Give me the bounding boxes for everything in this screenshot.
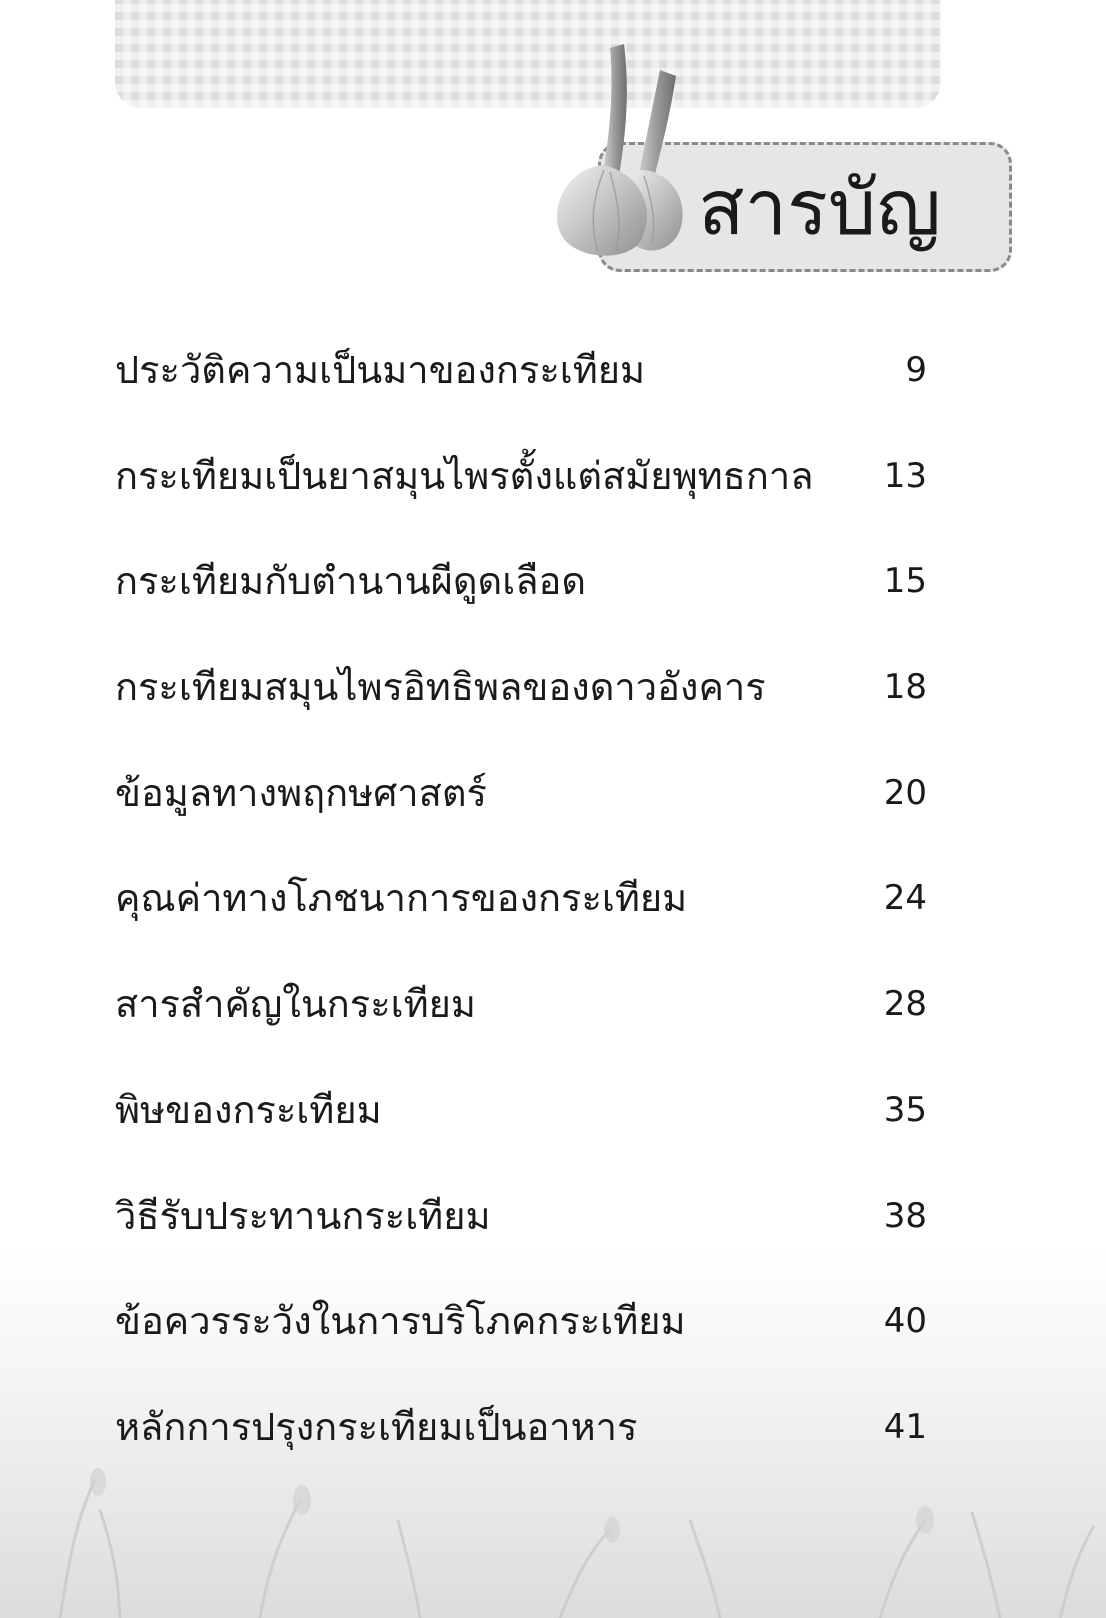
- toc-entry[interactable]: [115, 866, 927, 972]
- toc-entry-page: 24: [883, 878, 927, 919]
- toc-entry[interactable]: [115, 549, 927, 655]
- toc-entry-title: พิษของกระเทียม: [115, 1087, 382, 1132]
- toc-entry-page: 38: [883, 1195, 927, 1236]
- toc-entry-title: ประวัติความเป็นมาของกระเทียม: [115, 348, 646, 392]
- toc-entry-page: 35: [883, 1089, 927, 1130]
- toc-entry[interactable]: [115, 1184, 927, 1290]
- table-of-contents: [115, 338, 927, 1501]
- toc-entry-title: คุณค่าทางโภชนาการของกระเทียม: [115, 876, 688, 921]
- toc-entry-title: หลักการปรุงกระเทียมเป็นอาหาร: [115, 1404, 638, 1449]
- toc-entry-title: วิธีรับประทานกระเทียม: [115, 1193, 491, 1238]
- toc-entry-page: 28: [883, 984, 927, 1025]
- toc-entry[interactable]: [115, 1395, 927, 1501]
- gingham-banner: [115, 0, 941, 108]
- toc-entry[interactable]: [115, 444, 927, 550]
- toc-entry[interactable]: [115, 972, 927, 1078]
- toc-entry-page: 18: [883, 667, 927, 708]
- toc-entry[interactable]: [115, 1078, 927, 1184]
- toc-entry-title: กระเทียมสมุนไพรอิทธิพลของดาวอังคาร: [115, 665, 766, 710]
- toc-entry-title: สารสำคัญในกระเทียม: [115, 982, 476, 1027]
- toc-entry-title: กระเทียมกับตำนานผีดูดเลือด: [115, 559, 587, 604]
- toc-entry-page: 41: [883, 1406, 927, 1447]
- toc-entry-title: กระเทียมเป็นยาสมุนไพรตั้งแต่สมัยพุทธกาล: [115, 453, 814, 498]
- toc-entry-page: 13: [883, 455, 927, 496]
- toc-entry-page: 40: [883, 1301, 927, 1342]
- toc-entry-page: 15: [883, 561, 927, 602]
- toc-entry[interactable]: [115, 761, 927, 867]
- toc-entry-title: ข้อควรระวังในการบริโภคกระเทียม: [115, 1299, 686, 1344]
- toc-entry[interactable]: [115, 338, 927, 444]
- toc-entry[interactable]: [115, 655, 927, 761]
- page-title: สารบัญ: [698, 163, 941, 252]
- garlic-icon: [540, 30, 715, 260]
- toc-entry-page: 9: [905, 350, 927, 390]
- toc-entry-page: 20: [883, 772, 927, 813]
- toc-entry-title: ข้อมูลทางพฤกษศาสตร์: [115, 770, 487, 815]
- toc-entry[interactable]: [115, 1289, 927, 1395]
